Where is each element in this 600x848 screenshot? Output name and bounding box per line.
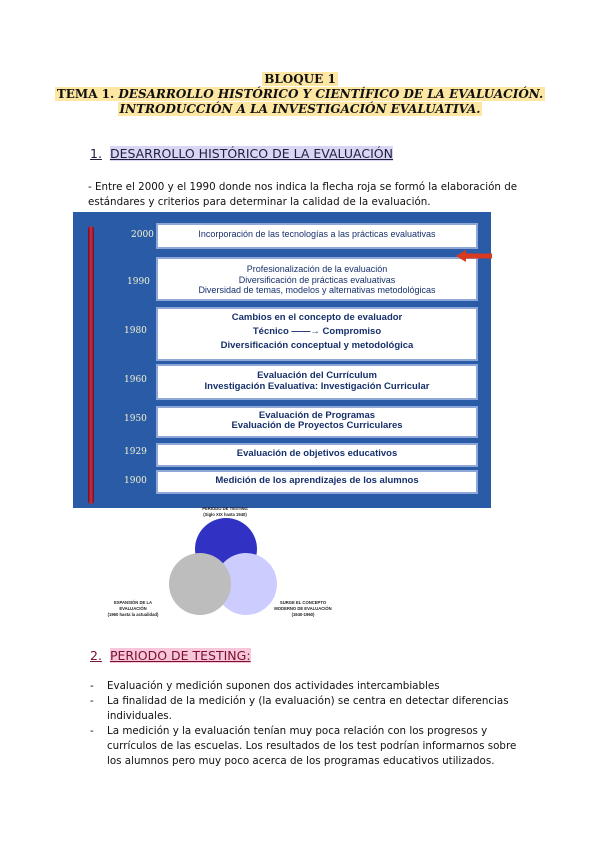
list-item: - La medición y la evaluación tenían muy poca relación con los progresos y currículos de las escuelas. Los resultados de los test podrían informarnos sobre los alumnos pero muy poco acerca de los programas educativos utilizados.	[88, 724, 518, 769]
timeline-year: 1960	[124, 375, 147, 385]
timeline-box: Medición de los aprendizajes de los alumnos	[156, 470, 478, 494]
block-title: BLOQUE 1	[264, 72, 336, 86]
list-item: - La finalidad de la medición y (la evaluación) se centra en detectar diferencias individuales.	[88, 694, 518, 724]
venn-circle-left	[169, 553, 231, 615]
timeline-box: Profesionalización de la evaluación Diversificación de prácticas evaluativas Diversidad de temas, modelos y alternativas metodológicas	[156, 257, 478, 301]
timeline-box: Evaluación de Programas Evaluación de Proyectos Curriculares	[156, 406, 478, 438]
venn-diagram	[90, 505, 360, 625]
timeline-year: 1900	[124, 476, 147, 486]
section-1-intro: - Entre el 2000 y el 1990 donde nos indica la flecha roja se formó la elaboración de estándares y criterios para determinar la calidad de la evaluación.	[88, 181, 518, 208]
timeline-year: 1990	[127, 277, 150, 287]
timeline-box: Evaluación del Currículum Investigación Evaluativa: Investigación Curricular	[156, 364, 478, 400]
timeline-year: 1980	[124, 326, 147, 336]
timeline-year: 2000	[131, 230, 154, 240]
section-1-heading: 1. DESARROLLO HISTÓRICO DE LA EVALUACIÓN	[90, 146, 393, 161]
section-2-bullet-list	[88, 679, 518, 769]
timeline-year: 1950	[124, 414, 147, 424]
timeline-box: Incorporación de las tecnologías a las prácticas evaluativas	[156, 223, 478, 249]
venn-label-top: PERIODO DE TESTING (Siglo XIX hasta 1940)	[202, 506, 248, 517]
topic-title-line1	[0, 87, 600, 102]
topic-prefix: TEMA 1.	[56, 87, 115, 101]
venn-label-left: EXPANSIÓN DE LA EVALUACIÓN (1960 hasta la actualidad)	[107, 600, 159, 617]
topic-title-text: DESARROLLO HISTÓRICO Y CIENTÍFICO DE LA EVALUACIÓN.	[118, 87, 544, 101]
list-item: - Evaluación y medición suponen dos actividades intercambiables	[88, 679, 518, 694]
red-arrow-icon	[456, 250, 492, 262]
topic-title-line2: INTRODUCCIÓN A LA INVESTIGACIÓN EVALUATIVA.	[119, 102, 481, 116]
timeline-box: Cambios en el concepto de evaluador Técnico ——→ Compromiso Diversificación conceptual y metodológica	[156, 307, 478, 361]
timeline-box: Evaluación de objetivos educativos	[156, 443, 478, 467]
venn-label-right: SURGE EL CONCEPTO MODERNO DE EVALUACIÓN (1940-1960)	[274, 600, 332, 617]
timeline-year: 1929	[124, 447, 147, 457]
timeline-thermometer-bar	[88, 226, 94, 504]
section-2-heading: 2. PERIODO DE TESTING:	[90, 648, 251, 663]
